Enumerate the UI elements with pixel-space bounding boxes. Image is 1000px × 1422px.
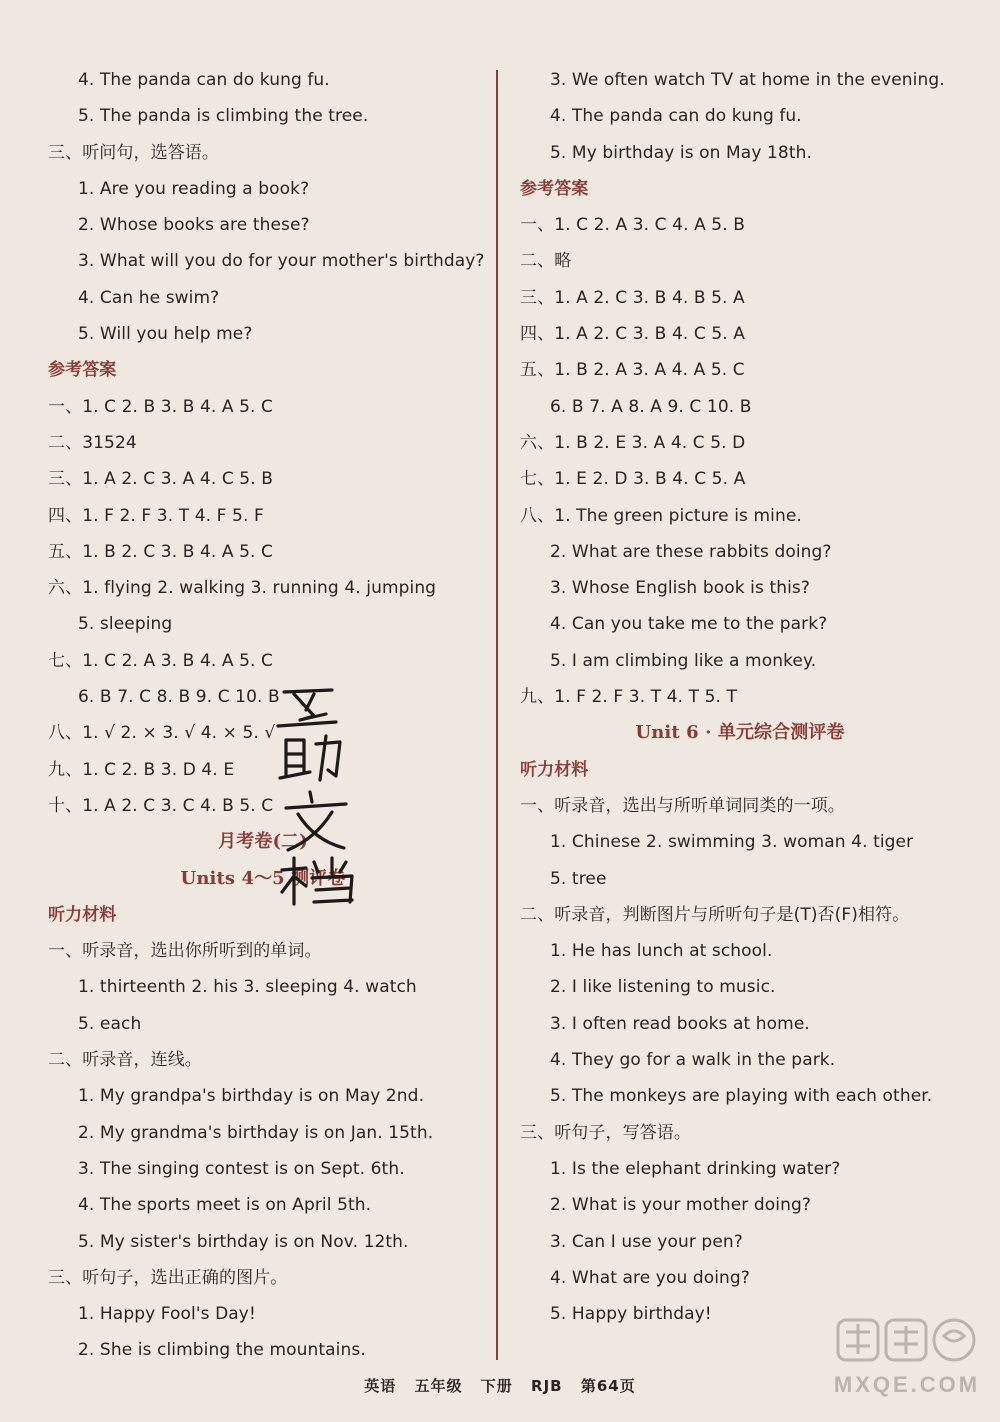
text-line: 3. We often watch TV at home in the evening.	[550, 70, 945, 90]
text-line: 3. I often read books at home.	[550, 1013, 810, 1034]
footer-subject: 英语	[364, 1377, 397, 1395]
text-line: 2. Whose books are these?	[78, 215, 310, 236]
right-column	[520, 62, 960, 1332]
text-line: 五、1. B 2. A 3. A 4. A 5. C	[520, 360, 745, 381]
text-line: 4. They go for a walk in the park.	[550, 1050, 836, 1071]
text-line: 5. tree	[550, 868, 607, 889]
text-line: 2. What is your mother doing?	[550, 1195, 811, 1216]
text-line: 1. Happy Fool's Day!	[78, 1304, 256, 1325]
text-line: 四、1. A 2. C 3. B 4. C 5. A	[520, 324, 745, 345]
text-line: 五、1. B 2. C 3. B 4. A 5. C	[48, 541, 274, 562]
text-line: 3. Can I use your pen?	[550, 1231, 743, 1252]
text-line: 二、略	[520, 251, 572, 272]
text-line: 八、1. The green picture is mine.	[520, 505, 802, 526]
text-line: 二、听录音，判断图片与所听句子是(T)否(F)相符。	[520, 904, 910, 925]
text-line: 3. Whose English book is this?	[550, 578, 810, 599]
section-heading: 听力材料	[48, 904, 117, 925]
text-line: 1. Are you reading a book?	[78, 178, 310, 199]
text-line: 4. What are you doing?	[550, 1267, 750, 1288]
text-line: 2. My grandma's birthday is on Jan. 15th.	[78, 1122, 434, 1143]
text-line: 六、1. flying 2. walking 3. running 4. jumping	[48, 578, 437, 599]
text-line: 八、1. √ 2. × 3. √ 4. × 5. √	[48, 723, 276, 744]
text-line: 3. The singing contest is on Sept. 6th.	[78, 1158, 405, 1179]
text-line: 6. B 7. A 8. A 9. C 10. B	[550, 396, 752, 417]
footer-volume: 下册	[480, 1377, 513, 1395]
text-line: 三、听句子，选出正确的图片。	[48, 1267, 288, 1288]
text-line: 1. My grandpa's birthday is on May 2nd.	[78, 1086, 425, 1107]
text-line: 三、1. A 2. C 3. A 4. C 5. B	[48, 469, 273, 490]
text-line: 二、听录音，连线。	[48, 1050, 202, 1071]
footer-grade: 五年级	[414, 1377, 463, 1395]
text-line: 2. I like listening to music.	[550, 977, 776, 998]
text-line: 5. Happy birthday!	[550, 1304, 712, 1325]
text-line: 六、1. B 2. E 3. A 4. C 5. D	[520, 432, 746, 453]
text-line: 1. thirteenth 2. his 3. sleeping 4. watch	[78, 977, 417, 998]
footer-page-number: 第64页	[580, 1377, 636, 1395]
text-line: 4. Can he swim?	[78, 287, 220, 308]
text-line: 3. What will you do for your mother's birthday?	[78, 251, 485, 272]
text-line: 5. sleeping	[78, 614, 173, 635]
section-heading: 听力材料	[520, 759, 589, 780]
text-line: 三、1. A 2. C 3. B 4. B 5. A	[520, 287, 745, 308]
text-line: 4. The panda can do kung fu.	[550, 106, 802, 127]
text-line: 十、1. A 2. C 3. C 4. B 5. C	[48, 795, 274, 816]
text-line: 七、1. C 2. A 3. B 4. A 5. C	[48, 650, 273, 671]
test-title: 月考卷(二)	[218, 831, 308, 853]
text-line: 5. each	[78, 1013, 142, 1034]
footer-edition: RJB	[531, 1377, 563, 1395]
text-line: 三、听句子，写答语。	[520, 1122, 691, 1143]
text-line: 一、1. C 2. A 3. C 4. A 5. B	[520, 215, 745, 236]
text-line: 1. He has lunch at school.	[550, 941, 773, 962]
text-line: 九、1. F 2. F 3. T 4. T 5. T	[520, 687, 738, 708]
text-line: 二、31524	[48, 432, 137, 453]
text-line: 5. The panda is climbing the tree.	[78, 106, 369, 127]
text-line: 七、1. E 2. D 3. B 4. C 5. A	[520, 469, 746, 490]
text-line: 5. I am climbing like a monkey.	[550, 650, 817, 671]
text-line: 三、听问句，选答语。	[48, 142, 219, 163]
text-line: 1. Chinese 2. swimming 3. woman 4. tiger	[550, 832, 914, 853]
text-line: 6. B 7. C 8. B 9. C 10. B	[78, 687, 280, 708]
text-line: 5. My birthday is on May 18th.	[550, 142, 812, 163]
text-line: 1. Is the elephant drinking water?	[550, 1158, 841, 1179]
column-divider	[496, 70, 498, 1360]
test-title: Unit 6 · 单元综合测评卷	[635, 722, 845, 744]
text-line: 4. The sports meet is on April 5th.	[78, 1195, 372, 1216]
left-column	[48, 62, 485, 1369]
text-line: 四、1. F 2. F 3. T 4. F 5. F	[48, 505, 264, 526]
svg-text:MXQE.COM: MXQE.COM	[833, 1372, 981, 1397]
section-heading: 参考答案	[520, 178, 589, 199]
handwritten-annotation	[270, 680, 370, 910]
text-line: 4. Can you take me to the park?	[550, 614, 828, 635]
watermark-logo	[832, 1314, 982, 1404]
text-line: 一、听录音，选出你所听到的单词。	[48, 941, 322, 962]
section-heading: 参考答案	[48, 360, 117, 381]
text-line: 5. The monkeys are playing with each other.	[550, 1086, 933, 1107]
test-title: Units 4～5 测评卷	[180, 867, 346, 889]
text-line: 5. Will you help me?	[78, 324, 253, 345]
text-line: 一、听录音，选出与所听单词同类的一项。	[520, 795, 845, 816]
text-line: 2. What are these rabbits doing?	[550, 541, 832, 562]
text-line: 一、1. C 2. B 3. B 4. A 5. C	[48, 396, 274, 417]
text-line: 2. She is climbing the mountains.	[78, 1340, 366, 1361]
text-line: 九、1. C 2. B 3. D 4. E	[48, 759, 235, 780]
text-line: 4. The panda can do kung fu.	[78, 70, 330, 90]
text-line: 5. My sister's birthday is on Nov. 12th.	[78, 1231, 409, 1252]
